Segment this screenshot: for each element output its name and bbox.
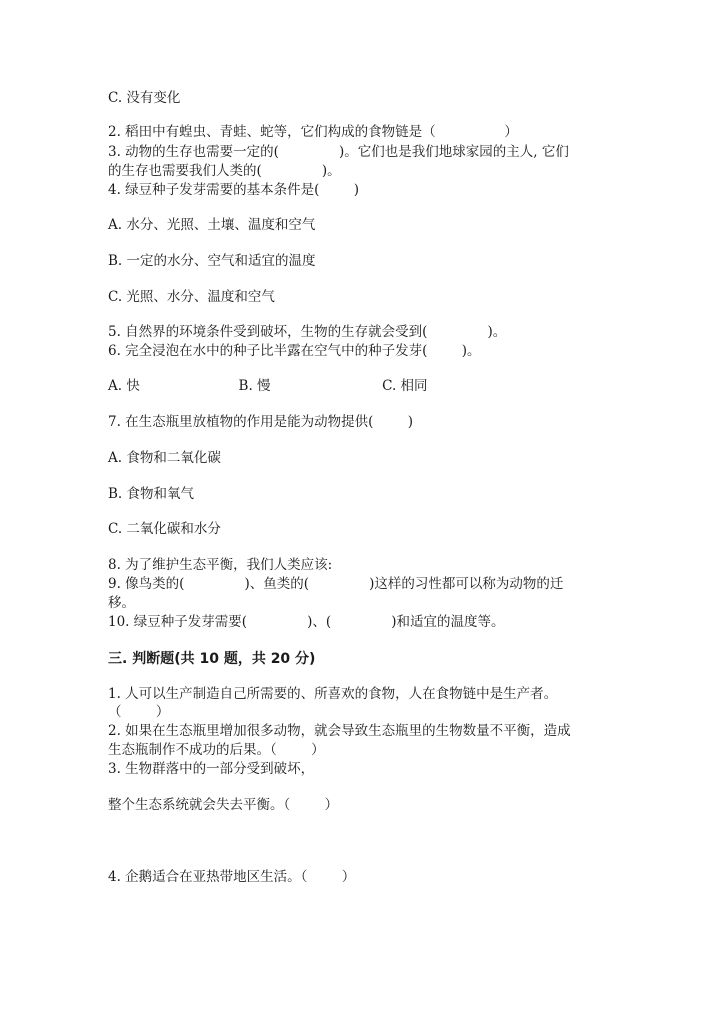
question-7: 7. 在生态瓶里放植物的作用是能为动物提供( ): [108, 414, 414, 430]
question-10: 10. 绿豆种子发芽需要( )、( )和适宜的温度等。: [108, 614, 505, 630]
option-7-b: B. 食物和氧气: [108, 486, 195, 502]
option-4-c: C. 光照、水分、温度和空气: [108, 289, 275, 305]
judge-2-line-1: 2. 如果在生态瓶里增加很多动物，就会导致生态瓶里的生物数量不平衡，造成: [108, 723, 571, 739]
judge-2-line-2: 生态瓶制作不成功的后果。（ ）: [108, 742, 325, 758]
question-9-line-2: 移。: [108, 595, 135, 611]
judge-3-line-1: 3. 生物群落中的一部分受到破坏，: [108, 761, 315, 777]
question-2: 2. 稻田中有蝗虫、青蛙、蛇等，它们构成的食物链是（ ）: [108, 124, 518, 140]
option-7-c: C. 二氧化碳和水分: [108, 521, 221, 537]
question-4: 4. 绿豆种子发芽需要的基本条件是( ): [108, 182, 360, 198]
option-4-b: B. 一定的水分、空气和适宜的温度: [108, 253, 316, 269]
question-8: 8. 为了维护生态平衡，我们人类应该:: [108, 557, 333, 573]
question-3-line-2: 的生存也需要我们人类的( )。: [108, 163, 341, 179]
option-4-a: A. 水分、光照、土壤、温度和空气: [108, 217, 316, 233]
judge-3-line-2: 整个生态系统就会失去平衡。（ ）: [108, 797, 339, 813]
section-heading: 三. 判断题(共 10 题，共 20 分): [108, 651, 316, 667]
question-9-line-1: 9. 像鸟类的( )、鱼类的( )这样的习性都可以称为动物的迁: [108, 576, 564, 592]
judge-1-line-2: （ ）: [108, 704, 170, 720]
judge-4: 4. 企鹅适合在亚热带地区生活。（ ）: [108, 869, 356, 885]
options-6: A. 快 B. 慢 C. 相同: [108, 378, 428, 394]
option-7-a: A. 食物和二氧化碳: [108, 450, 221, 466]
question-3-line-1: 3. 动物的生存也需要一定的( )。它们也是我们地球家园的主人, 它们: [108, 144, 569, 160]
question-5: 5. 自然界的环境条件受到破坏，生物的生存就会受到( )。: [108, 324, 507, 340]
option-2-c: C. 没有变化: [108, 90, 181, 106]
question-6: 6. 完全浸泡在水中的种子比半露在空气中的种子发芽( )。: [108, 343, 481, 359]
judge-1-line-1: 1. 人可以生产制造自己所需要的、所喜欢的食物，人在食物链中是生产者。: [108, 686, 558, 702]
